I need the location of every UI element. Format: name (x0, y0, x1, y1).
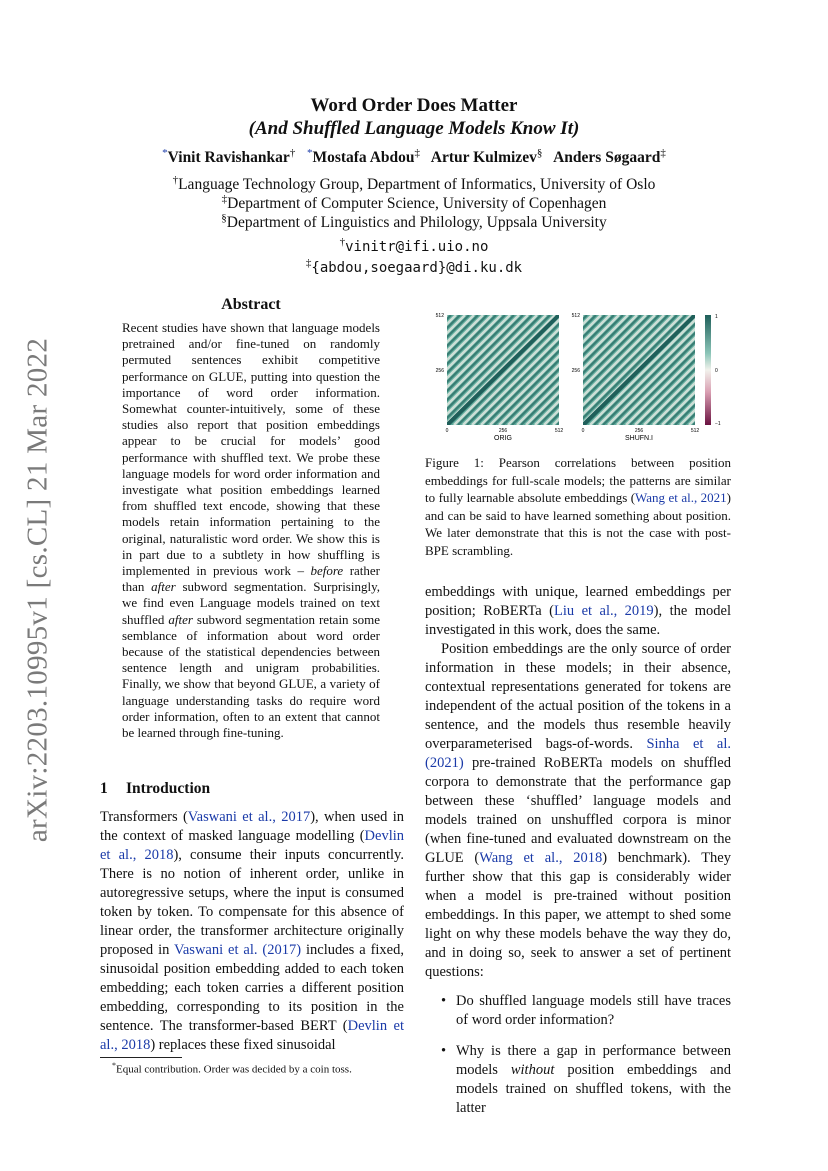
heatmap-tick-label: 256 (571, 368, 580, 374)
figure-1-heatmaps (425, 305, 740, 445)
citation-link[interactable]: Vaswani et al. (2017) (174, 942, 302, 958)
heatmap-stripe (720, 315, 740, 425)
affiliation: ‡Department of Computer Science, University of Copenhagen (221, 193, 607, 213)
heatmap-panel-label: SHUFN.I (625, 435, 653, 442)
paper-subtitle: (And Shuffled Language Models Know It) (248, 118, 580, 139)
heatmap-tick-label: 512 (435, 313, 444, 319)
citation-link[interactable]: Liu et al., 2019 (554, 603, 654, 619)
affiliation: †Language Technology Group, Department of Informatics, University of Oslo (172, 174, 656, 194)
introduction-paragraph: Transformers (Vaswani et al., 2017), when used in the context of masked language modelling (Devlin et al., 2018), consume their inputs concurrently. There is no notion of inherent order, unlike in autoregressive setups, where the input is consumed token by token. To compensate for this absence of linear order, the transformer architecture originally proposed in Vaswani et al. (2017) includes a fixed, sinusoidal position embedding added to each token embedding; each token carries a different position embedding, corresponding to its position in the sentence. The transformer-based BERT (Devlin et al., 2018) replaces these fixed sinusoidal (100, 809, 405, 1053)
heatmap-tick-label: 256 (634, 428, 644, 434)
citation-link[interactable]: Wang et al., 2018 (479, 850, 603, 866)
colorbar-label: −1 (715, 421, 721, 427)
citation-link[interactable]: Devlin et al., 2018 (100, 1018, 404, 1053)
author-list (0, 147, 828, 167)
paragraph: embeddings with unique, learned embeddings per position; RoBERTa (Liu et al., 2019), the model investigated in this work, does the same. (425, 584, 731, 638)
heatmap-stripe (729, 315, 740, 425)
heatmap-tick-label: 512 (690, 428, 700, 434)
citation-link[interactable]: Devlin et al., 2018 (100, 828, 404, 863)
heatmap-tick-label: 512 (571, 313, 580, 319)
author-entry: Artur Kulmizev§ (430, 147, 543, 167)
citation-link[interactable]: Sinha et al. (2021) (425, 736, 731, 771)
author-email[interactable]: ‡{abdou,soegaard}@di.ku.dk (305, 257, 523, 277)
colorbar-label: 1 (715, 314, 718, 320)
citation-link[interactable]: Wang et al., 2021 (635, 490, 727, 505)
heatmap-tick-label: 0 (445, 428, 449, 434)
arxiv-identifier-stamp: arXiv:2203.10995v1 [cs.CL] 21 Mar 2022 (21, 337, 54, 843)
section-heading-introduction: 1 Introduction (100, 780, 211, 797)
colorbar (705, 314, 721, 427)
abstract-heading: Abstract (221, 296, 281, 313)
heatmap-tick-label: 0 (581, 428, 585, 434)
affiliation: §Department of Linguistics and Philology, Uppsala University (221, 212, 607, 232)
heatmap-stripe (734, 315, 740, 425)
author-entry: *Mostafa Abdou‡ (306, 147, 420, 167)
heatmap-stripe (716, 315, 740, 425)
footnote: *Equal contribution. Order was decided by a coin toss. (112, 1061, 352, 1076)
list-item: • Why is there a gap in performance between models without position embeddings and models trained on shuffled tokens, with the latter (425, 1042, 731, 1118)
paper-title: Word Order Does Matter (310, 95, 518, 116)
figure-caption: Figure 1: Pearson correlations between position embeddings for full-scale models; the patterns are similar to fully learnable absolute embeddings (Wang et al., 2021) and can be said to have learned something about position. We later demonstrate that this is not the case with post-BPE scrambling. (425, 455, 731, 558)
abstract-body: Recent studies have shown that language models pretrained and/or fine-tuned on randomly permuted sentences exhibit competitive performance on GLUE, putting into question the importance of word order information. Somewhat counter-intuitively, some of these studies also report that position embeddings appear to be crucial for models’ good performance with shuffled text. We probe these language models for word order information and investigate what position embeddings learned from shuffled text encode, showing that these models retain information pertaining to the original, naturalistic word order. We show this is in part due to a subtlety in how shuffling is implemented in previous work – before rather than after subword segmentation. Surprisingly, we find even Language models trained on text shuffled after subword segmentation retain some semblance of information about word order because of the statistical dependencies between sentence length and unigram probabilities. Finally, we show that beyond GLUE, a variety of language understanding tasks do require word order information, often to an extent that cannot be learned through fine-tuning. (122, 320, 381, 741)
author-entry: *Vinit Ravishankar† (162, 147, 296, 167)
colorbar-label: 0 (715, 368, 718, 374)
heatmap-stripe (707, 315, 740, 425)
heatmap-tick-label: 256 (498, 428, 508, 434)
list-item: • Do shuffled language models still have traces of word order information? (425, 992, 731, 1030)
right-column-body (425, 583, 731, 1130)
heatmap-stripe (725, 315, 740, 425)
heatmap-stripe (738, 315, 740, 425)
citation-link[interactable]: Vaswani et al., 2017 (187, 809, 311, 825)
heatmap-tick-label: 512 (554, 428, 564, 434)
author-entry: Anders Søgaard‡ (553, 147, 666, 167)
paragraph: Position embeddings are the only source of order information in these models; in their absence, contextual representations generated for tokens are independent of the actual position of the tokens in a sentence, and the models thus resemble heavily overparameterised bags-of-words. Sinha et al. (2021) pre-trained RoBERTa models on shuffled corpora to demonstrate that the performance gap between these ‘shuffled’ language models and models trained on unshuffled corpora is minor (when fine-tuned and evaluated downstream on the GLUE (Wang et al., 2018) benchmark). They further show that this gap is considerably wider when a model is pre-trained without position embeddings. In this paper, we attempt to shed some light on why these models behave the way they do, and in doing so, seek to answer a set of pertinent questions: (425, 641, 731, 980)
question-list (425, 992, 731, 1118)
heatmap-panel-label: ORIG (494, 435, 512, 442)
author-email[interactable]: †vinitr@ifi.uio.no (339, 236, 489, 256)
footnote-divider (100, 1057, 182, 1058)
heatmap-tick-label: 256 (435, 368, 444, 374)
heatmap-stripe (698, 315, 740, 425)
